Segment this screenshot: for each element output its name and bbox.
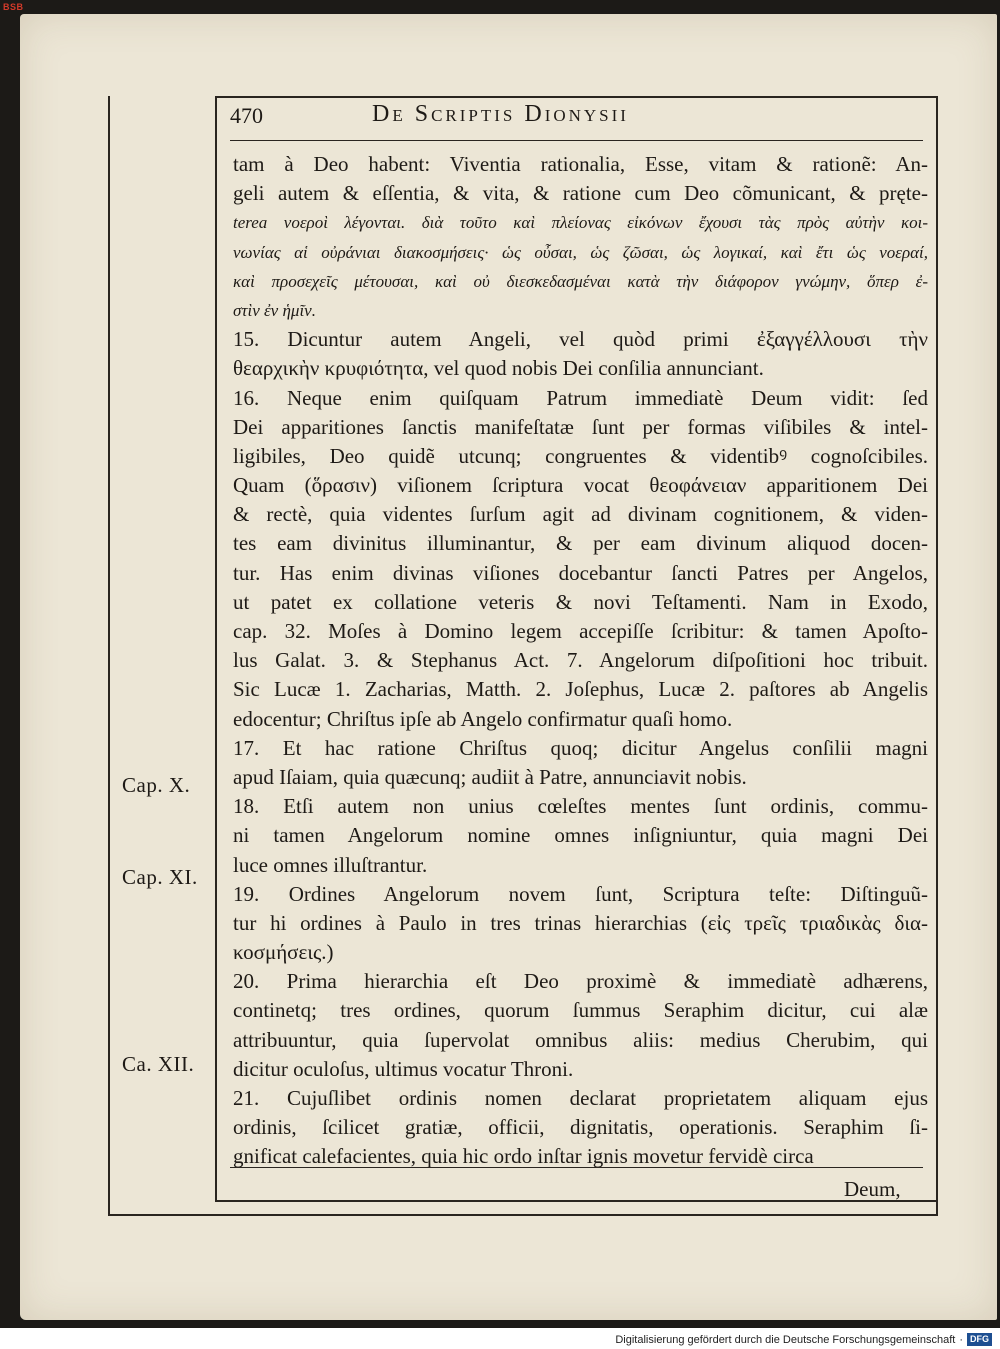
text-line: attribuuntur, quia ſupervolat omnibus aliis: medius Cherubim, qui xyxy=(233,1027,928,1052)
text-line: cap. 32. Moſes à Domino legem accepiſſe ſcribitur: & tamen Apoſto- xyxy=(233,619,928,643)
text-line: καὶ προσεχεῖς μέτουσαι, καὶ οὐ διεσκεδασμέναι κατὰ τὴν διάφορον γνώμην, ὅπερ ἐ- xyxy=(233,271,928,291)
text-line: tur. Has enim divinas viſiones docebantur ſancti Patres per Angelos, xyxy=(233,560,928,585)
text-line: continetq; tres ordines, quorum ſummus Seraphim dicitur, cui alæ xyxy=(233,998,928,1023)
text-line: ni tamen Angelorum nomine omnes inſigniuntur, quia magni Dei xyxy=(233,823,928,848)
right-rule xyxy=(936,96,938,1214)
text-line: Sic Lucæ 1. Zacharias, Matth. 2. Joſephus, Lucæ 2. paſtores ab Angelis xyxy=(233,677,928,702)
text-line: & rectè, quia videntes ſurſum agit ad divinam cognitionem, & viden- xyxy=(233,502,928,527)
text-line: νωνίας αἱ οὐράνιαι διακοσμήσεις· ὡς οὖσαι, ὡς ζῶσαι, ὡς λογικαί, καὶ ἔτι ὡς νοεραί, xyxy=(233,242,928,262)
text-line: Dei apparitiones ſanctis manifeſtatæ ſunt per formas viſibiles & intel- xyxy=(233,414,928,439)
dfg-logo: DFG xyxy=(967,1333,992,1346)
text-line: ligibiles, Deo quidẽ utcunq; congruentes & videntibꝰ cognoſcibiles. xyxy=(233,443,928,468)
text-line: Quam (ὅρασιν) viſionem ſcriptura vocat θεοφάνειαν apparitionem Dei xyxy=(233,473,928,498)
text-line: ordinis, ſcilicet gratiæ, officii, dignitatis, operationis. Seraphim ſi- xyxy=(233,1115,928,1140)
text-line: 21. Cujuſlibet ordinis nomen declarat proprietatem aliquam ejus xyxy=(233,1086,928,1110)
header-rule xyxy=(230,140,923,141)
margin-note-cap-xi: Cap. XI. xyxy=(122,865,198,889)
text-line: 17. Et hac ratione Chriſtus quoq; dicitur Angelus conſilii magni xyxy=(233,735,928,760)
top-rule xyxy=(215,96,938,98)
text-line: tes eam divinitus illuminantur, & per eam divinum aliquod docen- xyxy=(233,531,928,556)
text-line: terea νοεροὶ λέγονται. διὰ τοῦτο καὶ πλείονας εἰκόνων ἔχουσι τὰς πρὸς αὐτὴν κοι- xyxy=(233,213,928,233)
library-stamp: BSB xyxy=(3,2,24,12)
text-line: 15. Dicuntur autem Angeli, vel quòd primi ἐξαγγέλλουσι τὴν xyxy=(233,327,928,352)
page-number: 470 xyxy=(230,103,263,128)
text-line: κοσμήσεις.) xyxy=(233,940,334,965)
margin-note-cap-xii: Ca. XII. xyxy=(122,1052,195,1076)
footer-rule xyxy=(230,1167,923,1168)
text-line: apud Iſaiam, quia quæcunq; audiit à Patre, annunciavit nobis. xyxy=(233,764,747,789)
text-line: tam à Deo habent: Viventia rationalia, Esse, vitam & rationẽ: An- xyxy=(233,152,928,176)
text-line: θεαρχικὴν κρυφιότητα, vel quod nobis Dei conſilia annunciant. xyxy=(233,356,764,381)
credit-text: Digitalisierung gefördert durch die Deutsche Forschungsgemeinschaft xyxy=(615,1333,956,1346)
text-line: tur hi ordines à Paulo in tres trinas hierarchias (εἰς τρεῖς τριαδικὰς δια- xyxy=(233,910,928,935)
margin-note-cap-x: Cap. X. xyxy=(122,773,191,797)
body-text xyxy=(233,150,928,1172)
text-line: 19. Ordines Angelorum novem ſunt, Scriptura teſte: Diſtinguũ- xyxy=(233,881,928,906)
digitization-credit: Digitalisierung gefördert durch die Deutsche Forschungsgemeinschaft · DFG xyxy=(615,1333,992,1346)
text-line: dicitur oculoſus, ultimus vocatur Throni. xyxy=(233,1056,574,1081)
text-line: 18. Etſi autem non unius cœleſtes mentes ſunt ordinis, commu- xyxy=(233,794,928,819)
catchword: Deum, xyxy=(844,1177,901,1201)
text-line: geli autem & eſſentia, & vita, & ratione cum Deo cõmunicant, & pręte- xyxy=(233,181,928,206)
text-line: edocentur; Chriſtus ipſe ab Angelo confirmatur quaſi homo. xyxy=(233,706,733,731)
text-line: ut patet ex collatione veteris & novi Teſtamenti. Nam in Exodo, xyxy=(233,589,928,614)
text-line: luce omnes illuſtrantur. xyxy=(233,852,428,877)
running-head: De Scriptis Dionysii xyxy=(372,101,629,127)
text-line: 20. Prima hierarchia eſt Deo proximè & immediatè adhærens, xyxy=(233,969,928,994)
text-line: gnificat calefacientes, quia hic ordo inſtar ignis movetur fervidè circa xyxy=(233,1144,814,1169)
text-line: lus Galat. 3. & Stephanus Act. 7. Angelorum diſpoſitioni hoc tribuit. xyxy=(233,648,928,673)
text-line: 16. Neque enim quiſquam Patrum immediatè Deum vidit: ſed xyxy=(233,385,928,410)
text-line: στὶν ἐν ἡμῖν. xyxy=(233,300,316,320)
